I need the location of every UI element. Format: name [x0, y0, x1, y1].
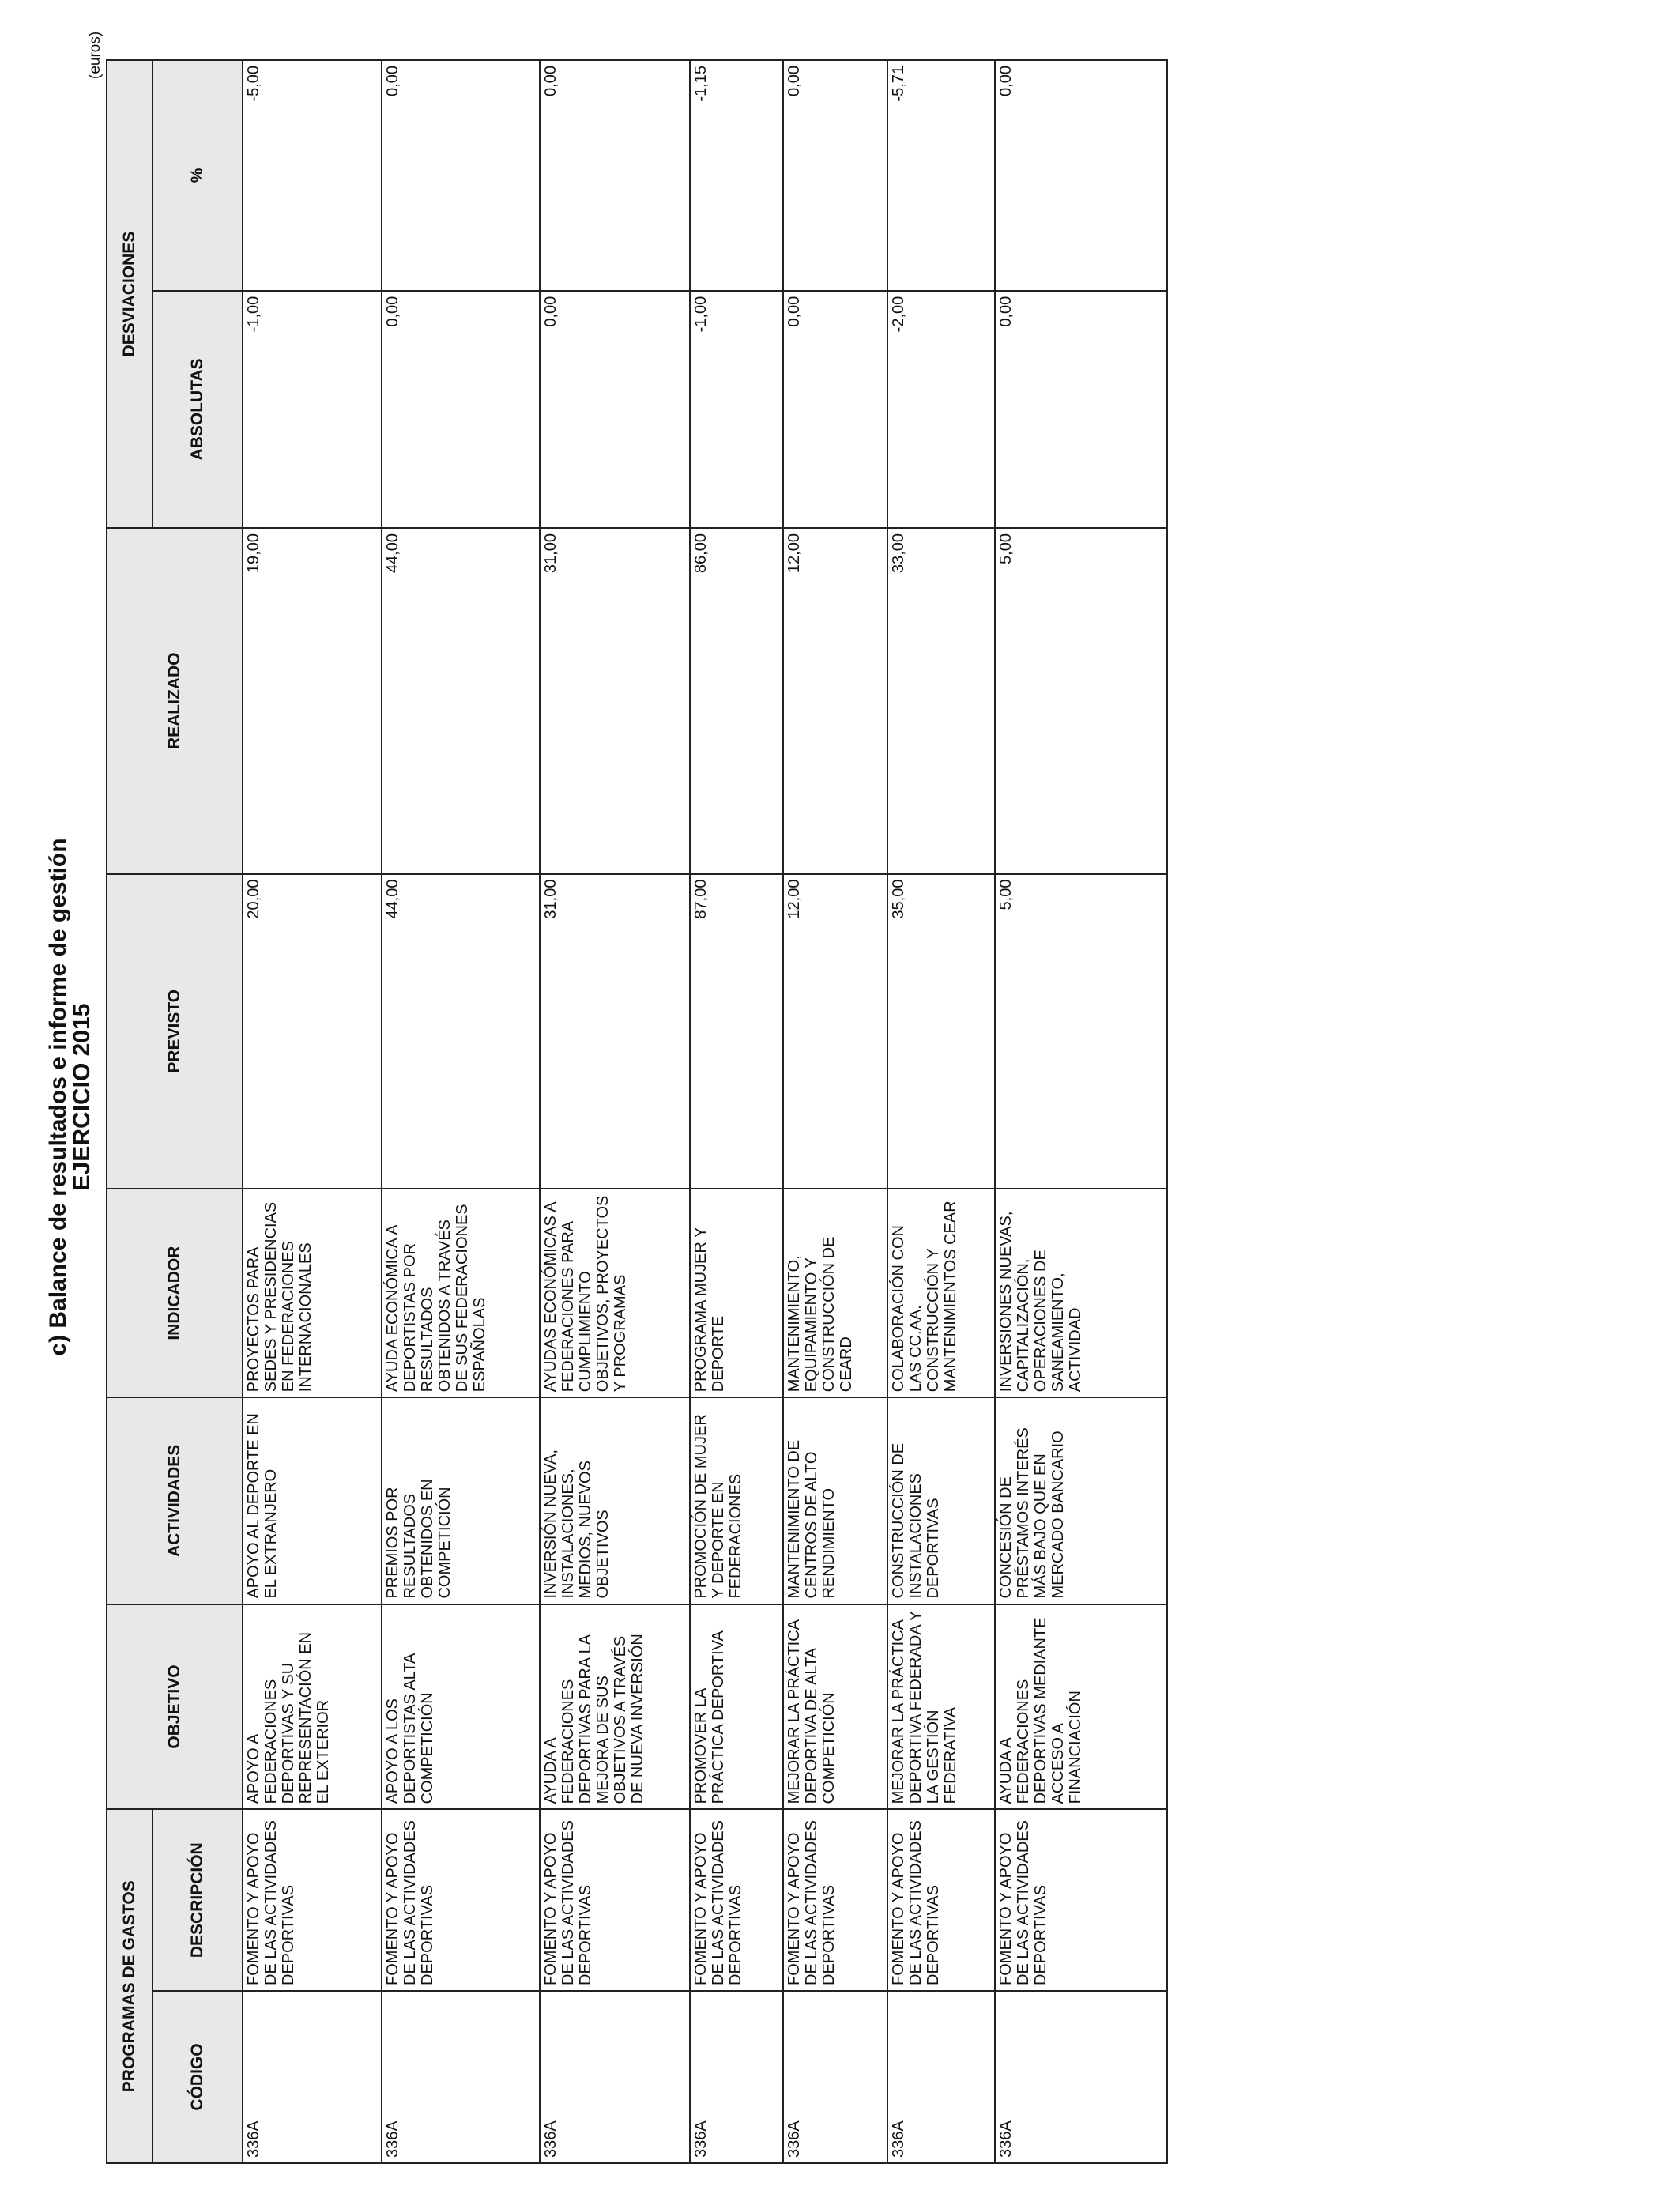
cell-realizado: 12,00	[783, 528, 887, 873]
cell-indicador: INVERSIONES NUEVAS, CAPITALIZACIÓN, OPERACIONES DE SANEAMIENTO, ACTIVIDAD	[995, 1189, 1167, 1397]
cell-actividades: APOYO AL DEPORTE EN EL EXTRANJERO	[243, 1397, 382, 1604]
cell-realizado: 86,00	[690, 528, 783, 873]
cell-codigo: 336A	[243, 1991, 382, 2163]
cell-objetivo: MEJORAR LA PRÁCTICA DEPORTIVA DE ALTA COMPETICIÓN	[783, 1604, 887, 1810]
cell-absolutas: 0,00	[382, 291, 540, 528]
cell-descripcion: FOMENTO Y APOYO DE LAS ACTIVIDADES DEPORTIVAS	[995, 1809, 1167, 1991]
currency-unit: (euros)	[87, 31, 104, 79]
cell-actividades: INVERSIÓN NUEVA, INSTALACIONES, MEDIOS, NUEVOS OBJETIVOS	[540, 1397, 690, 1604]
cell-codigo: 336A	[995, 1991, 1167, 2163]
cell-realizado: 33,00	[887, 528, 995, 873]
cell-porcentaje: 0,00	[995, 60, 1167, 291]
cell-objetivo: AYUDA A FEDERACIONES DEPORTIVAS MEDIANTE ACCESO A FINANCIACIÓN	[995, 1604, 1167, 1810]
header-programas-gastos: PROGRAMAS DE GASTOS	[107, 1809, 153, 2163]
table-row	[783, 60, 887, 2163]
header-actividades: ACTIVIDADES	[107, 1397, 243, 1604]
cell-absolutas: 0,00	[995, 291, 1167, 528]
header-codigo: CÓDIGO	[153, 1991, 243, 2163]
header-indicador: INDICADOR	[107, 1189, 243, 1397]
header-absolutas: ABSOLUTAS	[153, 291, 243, 528]
cell-actividades: PROMOCIÓN DE MUJER Y DEPORTE EN FEDERACIONES	[690, 1397, 783, 1604]
cell-previsto: 20,00	[243, 874, 382, 1189]
cell-porcentaje: 0,00	[382, 60, 540, 291]
cell-descripcion: FOMENTO Y APOYO DE LAS ACTIVIDADES DEPORTIVAS	[690, 1809, 783, 1991]
cell-descripcion: FOMENTO Y APOYO DE LAS ACTIVIDADES DEPORTIVAS	[887, 1809, 995, 1991]
cell-absolutas: -1,00	[243, 291, 382, 528]
results-table	[106, 59, 1168, 2164]
cell-descripcion: FOMENTO Y APOYO DE LAS ACTIVIDADES DEPORTIVAS	[243, 1809, 382, 1991]
cell-porcentaje: -5,71	[887, 60, 995, 291]
cell-indicador: PROGRAMA MUJER Y DEPORTE	[690, 1189, 783, 1397]
table-row	[243, 60, 382, 2163]
cell-codigo: 336A	[690, 1991, 783, 2163]
cell-previsto: 12,00	[783, 874, 887, 1189]
header-desviaciones: DESVIACIONES	[107, 60, 153, 528]
cell-indicador: COLABORACIÓN CON LAS CC.AA. CONSTRUCCIÓN Y MANTENIMIENTOS CEAR	[887, 1189, 995, 1397]
cell-realizado: 5,00	[995, 528, 1167, 873]
cell-absolutas: 0,00	[540, 291, 690, 528]
table-row	[690, 60, 783, 2163]
table-row	[887, 60, 995, 2163]
header-porcentaje: %	[153, 60, 243, 291]
cell-absolutas: -1,00	[690, 291, 783, 528]
cell-indicador: PROYECTOS PARA SEDES Y PRESIDENCIAS EN FEDERACIONES INTERNACIONALES	[243, 1189, 382, 1397]
report-title: c) Balance de resultados e informe de gestión	[45, 838, 71, 1356]
cell-realizado: 44,00	[382, 528, 540, 873]
cell-previsto: 87,00	[690, 874, 783, 1189]
cell-objetivo: MEJORAR LA PRÁCTICA DEPORTIVA FEDERADA Y LA GESTIÓN FEDERATIVA	[887, 1604, 995, 1810]
cell-objetivo: PROMOVER LA PRÁCTICA DEPORTIVA	[690, 1604, 783, 1810]
cell-indicador: AYUDA ECONÓMICA A DEPORTISTAS POR RESULTADOS OBTENIDOS A TRAVÉS DE SUS FEDERACIONES ESPAÑOLAS	[382, 1189, 540, 1397]
cell-objetivo: AYUDA A FEDERACIONES DEPORTIVAS PARA LA MEJORA DE SUS OBJETIVOS A TRAVÉS DE NUEVA INVERSIÓN	[540, 1604, 690, 1810]
report-year: EJERCICIO 2015	[69, 1003, 95, 1191]
cell-descripcion: FOMENTO Y APOYO DE LAS ACTIVIDADES DEPORTIVAS	[783, 1809, 887, 1991]
cell-absolutas: -2,00	[887, 291, 995, 528]
cell-codigo: 336A	[540, 1991, 690, 2163]
header-descripcion: DESCRIPCIÓN	[153, 1809, 243, 1991]
cell-descripcion: FOMENTO Y APOYO DE LAS ACTIVIDADES DEPORTIVAS	[540, 1809, 690, 1991]
cell-previsto: 44,00	[382, 874, 540, 1189]
header-objetivo: OBJETIVO	[107, 1604, 243, 1810]
cell-previsto: 35,00	[887, 874, 995, 1189]
cell-porcentaje: -1,15	[690, 60, 783, 291]
cell-objetivo: APOYO A FEDERACIONES DEPORTIVAS Y SU REPRESENTACIÓN EN EL EXTERIOR	[243, 1604, 382, 1810]
table-row	[382, 60, 540, 2163]
cell-realizado: 31,00	[540, 528, 690, 873]
header-realizado: REALIZADO	[107, 528, 243, 873]
cell-actividades: CONCESIÓN DE PRÉSTAMOS INTERÉS MÁS BAJO QUE EN MERCADO BANCARIO	[995, 1397, 1167, 1604]
cell-absolutas: 0,00	[783, 291, 887, 528]
cell-descripcion: FOMENTO Y APOYO DE LAS ACTIVIDADES DEPORTIVAS	[382, 1809, 540, 1991]
cell-realizado: 19,00	[243, 528, 382, 873]
table-row	[995, 60, 1167, 2163]
cell-codigo: 336A	[382, 1991, 540, 2163]
cell-previsto: 31,00	[540, 874, 690, 1189]
cell-codigo: 336A	[783, 1991, 887, 2163]
cell-porcentaje: -5,00	[243, 60, 382, 291]
cell-codigo: 336A	[887, 1991, 995, 2163]
cell-porcentaje: 0,00	[540, 60, 690, 291]
cell-previsto: 5,00	[995, 874, 1167, 1189]
cell-porcentaje: 0,00	[783, 60, 887, 291]
cell-indicador: MANTENIMIENTO, EQUIPAMIENTO Y CONSTRUCCIÓN DE CEARD	[783, 1189, 887, 1397]
table-row	[540, 60, 690, 2163]
cell-objetivo: APOYO A LOS DEPORTISTAS ALTA COMPETICIÓN	[382, 1604, 540, 1810]
cell-actividades: PREMIOS POR RESULTADOS OBTENIDOS EN COMPETICIÓN	[382, 1397, 540, 1604]
header-previsto: PREVISTO	[107, 874, 243, 1189]
cell-indicador: AYUDAS ECONÓMICAS A FEDERACIONES PARA CUMPLIMIENTO OBJETIVOS, PROYECTOS Y PROGRAMAS	[540, 1189, 690, 1397]
cell-actividades: MANTENIMIENTO DE CENTROS DE ALTO RENDIMIENTO	[783, 1397, 887, 1604]
cell-actividades: CONSTRUCCIÓN DE INSTALACIONES DEPORTIVAS	[887, 1397, 995, 1604]
